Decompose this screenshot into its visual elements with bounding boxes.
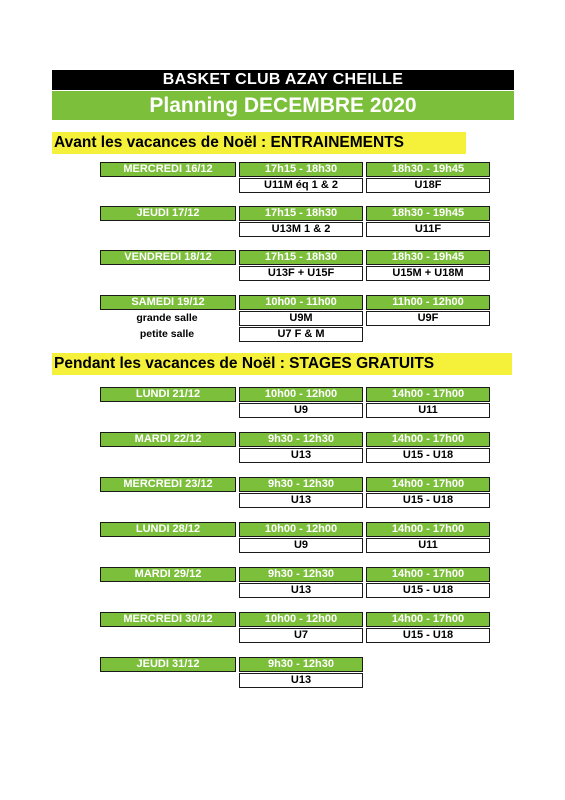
group-cell-1: U13F + U15F: [239, 266, 363, 281]
schedule-block-sat-19: [100, 295, 492, 343]
schedule-block-thu-17: [100, 206, 492, 238]
day-label: LUNDI 28/12: [100, 522, 236, 537]
schedule-block-wed-30: [100, 612, 492, 644]
schedule-block-wed-16: [100, 162, 492, 194]
time-slot-2: 14h00 - 17h00: [366, 387, 490, 402]
time-slot-1: 9h30 - 12h30: [239, 477, 363, 492]
time-slot-1: 17h15 - 18h30: [239, 250, 363, 265]
group-cell-1: U13: [239, 583, 363, 598]
time-slot-2: 14h00 - 17h00: [366, 477, 490, 492]
day-label: VENDREDI 18/12: [100, 250, 236, 265]
room-label-petite-salle: petite salle: [139, 328, 195, 340]
group-cell-2: U9F: [366, 311, 490, 326]
time-slot-2: 14h00 - 17h00: [366, 432, 490, 447]
group-cell-2: U15 - U18: [366, 493, 490, 508]
group-cell-2: U18F: [366, 178, 490, 193]
room-label-grande-salle: grande salle: [136, 312, 198, 324]
day-label: MARDI 29/12: [100, 567, 236, 582]
group-cell-2: U15 - U18: [366, 628, 490, 643]
time-slot-1: 9h30 - 12h30: [239, 567, 363, 582]
group-cell-2: U15M + U18M: [366, 266, 490, 281]
schedule-block-mon-28: [100, 522, 492, 554]
day-label: MERCREDI 23/12: [100, 477, 236, 492]
day-label: MARDI 22/12: [100, 432, 236, 447]
time-slot-2: 18h30 - 19h45: [366, 162, 490, 177]
day-label: LUNDI 21/12: [100, 387, 236, 402]
time-slot-1: 9h30 - 12h30: [239, 432, 363, 447]
time-slot-2: 11h00 - 12h00: [366, 295, 490, 310]
group-cell-1: U7: [239, 628, 363, 643]
day-label: MERCREDI 30/12: [100, 612, 236, 627]
group-cell-1: U7 F & M: [239, 327, 363, 342]
group-cell-2: U11F: [366, 222, 490, 237]
day-label: SAMEDI 19/12: [100, 295, 236, 310]
schedule-block-tue-22: [100, 432, 492, 464]
time-slot-1: 17h15 - 18h30: [239, 206, 363, 221]
schedule-block-mon-21: [100, 387, 492, 419]
time-slot-1: 10h00 - 11h00: [239, 295, 363, 310]
group-cell-1: U13M 1 & 2: [239, 222, 363, 237]
group-cell-2: U15 - U18: [366, 448, 490, 463]
day-label: MERCREDI 16/12: [100, 162, 236, 177]
time-slot-1: 9h30 - 12h30: [239, 657, 363, 672]
time-slot-1: 10h00 - 12h00: [239, 387, 363, 402]
group-cell-2: U11: [366, 403, 490, 418]
time-slot-2: 18h30 - 19h45: [366, 206, 490, 221]
time-slot-1: 17h15 - 18h30: [239, 162, 363, 177]
time-slot-2: 18h30 - 19h45: [366, 250, 490, 265]
time-slot-1: 10h00 - 12h00: [239, 522, 363, 537]
time-slot-2: 14h00 - 17h00: [366, 567, 490, 582]
time-slot-1: 10h00 - 12h00: [239, 612, 363, 627]
schedule-block-tue-29: [100, 567, 492, 599]
time-slot-2: 14h00 - 17h00: [366, 612, 490, 627]
group-cell-1: U9: [239, 538, 363, 553]
section-training-title: Avant les vacances de Noël : ENTRAINEMENTS: [52, 132, 466, 154]
time-slot-2: 14h00 - 17h00: [366, 522, 490, 537]
schedule-block-wed-23: [100, 477, 492, 509]
group-cell-1: U13: [239, 448, 363, 463]
group-cell-1: U11M éq 1 & 2: [239, 178, 363, 193]
group-cell-1: U13: [239, 673, 363, 688]
schedule-block-fri-18: [100, 250, 492, 282]
planning-title: Planning DECEMBRE 2020: [52, 91, 514, 120]
group-cell-1: U9: [239, 403, 363, 418]
section-stages-title: Pendant les vacances de Noël : STAGES GRATUITS: [52, 353, 512, 375]
day-label: JEUDI 17/12: [100, 206, 236, 221]
day-label: JEUDI 31/12: [100, 657, 236, 672]
club-title: BASKET CLUB AZAY CHEILLE: [52, 70, 514, 90]
group-cell-2: U15 - U18: [366, 583, 490, 598]
schedule-block-thu-31: [100, 657, 492, 689]
group-cell-2: U11: [366, 538, 490, 553]
group-cell-1: U13: [239, 493, 363, 508]
group-cell-1: U9M: [239, 311, 363, 326]
